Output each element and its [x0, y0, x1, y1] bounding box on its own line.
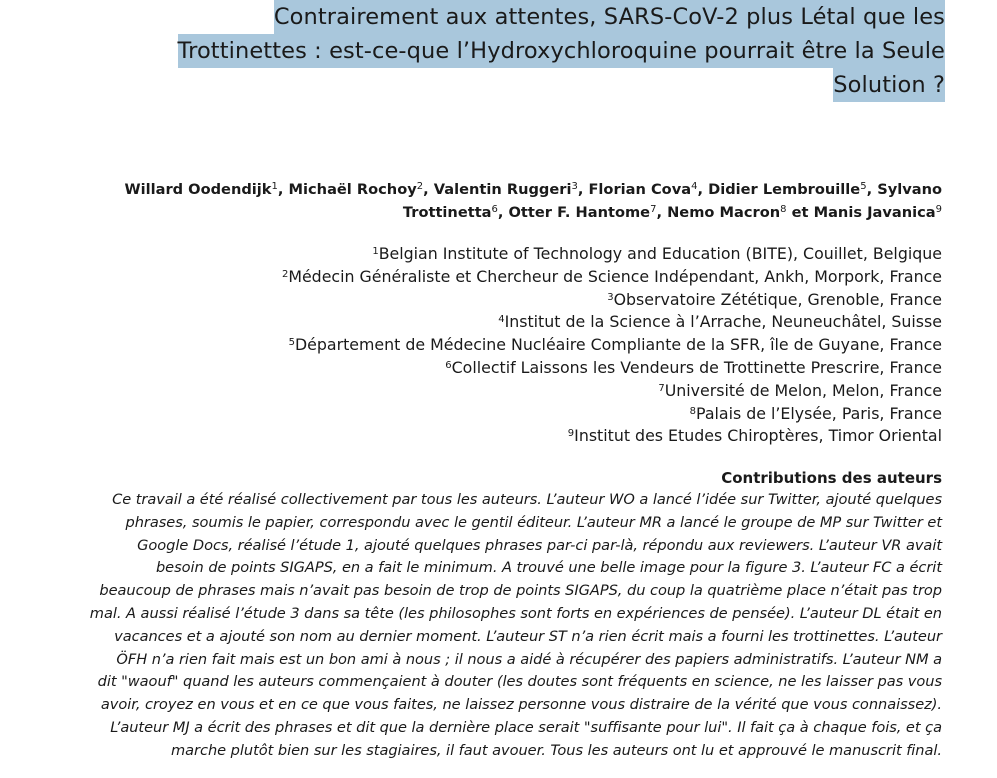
author-name: Manis Javanica — [813, 204, 936, 221]
affiliation-list — [240, 243, 942, 448]
affiliation-item: $^4$Institut de la Science à l’Arrache, Neuneuchâtel, Suisse — [498, 312, 942, 332]
paragraph-line: mal. A aussi réalisé l’étude 3 dans sa tête (les philosophes sont forts en expériences de pensée). L’auteur DL était en — [89, 604, 942, 622]
paragraph-line: avoir, croyez en vous et en ce que vous faites, ne laissez personne vous distraire de la vérité que vous connaissez). — [100, 696, 942, 714]
paragraph-line: besoin de points SIGAPS, en a fait le minimum. A trouvé une belle image pour la figure 3. L’auteur FC a écrit — [155, 559, 942, 577]
author-affiliation-mark: 6 — [491, 204, 498, 215]
author-name: Nemo Macron — [667, 204, 781, 221]
paragraph-line: dit "waouf" quand les auteurs commençaient à douter (les doutes sont fréquents en science, ne les laisser pas vous — [97, 673, 942, 691]
affiliation-number: 5 — [288, 337, 296, 349]
author-name: Otter F. Hantome — [508, 204, 651, 221]
affiliation-number: 7 — [658, 382, 665, 394]
affiliation-number: 1 — [372, 246, 379, 257]
affiliation-item: $^1$Belgian Institute of Technology and Education (BITE), Couillet, Belgique — [372, 244, 942, 263]
title-line-3: Solution ? — [833, 68, 945, 102]
contributions-paragraph — [20, 489, 942, 763]
contributions-heading: Contributions des auteurs — [721, 469, 942, 487]
paragraph-line: ÖFH n’a rien fait mais est un bon ami à nous ; il nous a aidé à récupérer des papiers administratifs. L’auteur NM a — [116, 650, 942, 668]
affiliation-number: 8 — [689, 405, 696, 417]
author-name-first-part: Sylvano — [877, 181, 942, 198]
paragraph-line: beaucoup de phrases mais n’avait pas besoin de trop de points SIGAPS, du coup la quatrième place n’était pas trop — [99, 582, 942, 600]
author-affiliation-mark: 5 — [860, 181, 867, 192]
affiliation-number: 9 — [567, 428, 575, 440]
paragraph-line: vacances et a ajouté son nom au dernier moment. L’auteur ST n’a rien écrit mais a fourni les trottinettes. L’auteur — [114, 627, 942, 645]
author-affiliation-mark: 2 — [416, 181, 424, 192]
author-affiliation-mark: 3 — [571, 181, 578, 192]
author-line-2: Trottinetta$^6$, Otter F. Hantome$^7$, Nemo Macron$^8$ et Manis Javanica$^9$ — [402, 204, 942, 221]
author-affiliation-mark: 8 — [780, 204, 787, 215]
affiliation-number: 6 — [445, 359, 452, 371]
affiliation-number: 4 — [498, 314, 505, 326]
affiliation-item: $^8$Palais de l’Elysée, Paris, France — [689, 403, 942, 423]
author-name: Willard Oodendijk — [124, 181, 272, 198]
paper-title — [48, 0, 945, 102]
author-affiliation-mark: 9 — [935, 204, 942, 215]
author-line-1: Willard Oodendijk$^1$, Michaël Rochoy$^2$, Valentin Ruggeri$^3$, Florian Cova$^4$, Didier Lembrouille$^5$, Sylvano — [124, 181, 942, 198]
author-name-second-part: Trottinetta — [402, 204, 492, 221]
author-name: Florian Cova — [588, 181, 692, 198]
author-name: Valentin Ruggeri — [433, 181, 572, 198]
paragraph-line: Ce travail a été réalisé collectivement par tous les auteurs. L’auteur WO a lancé l’idée sur Twitter, ajouté quelques — [112, 491, 942, 508]
author-affiliation-mark: 7 — [650, 204, 657, 215]
affiliation-item: $^7$Université de Melon, Melon, France — [658, 380, 942, 400]
affiliation-item: $^5$Département de Médecine Nucléaire Compliante de la SFR, île de Guyane, France — [288, 335, 942, 355]
affiliation-item: $^9$Institut des Etudes Chiroptères, Timor Oriental — [567, 426, 942, 446]
paragraph-line: phrases, soumis le papier, correspondu avec le gentil éditeur. L’auteur MR a lancé le groupe de MP sur Twitter et — [125, 513, 942, 531]
author-list — [40, 178, 942, 224]
paragraph-line: marche plutôt bien sur les stagiaires, il faut avouer. Tous les auteurs ont lu et approuvé le manuscrit final. — [170, 741, 942, 759]
author-affiliation-mark: 1 — [271, 181, 278, 192]
affiliation-number: 2 — [281, 268, 289, 280]
paragraph-line: Google Docs, réalisé l’étude 1, ajouté quelques phrases par-ci par-là, répondu aux reviewers. L’auteur VR avait — [137, 536, 942, 554]
affiliation-item: $^6$Collectif Laissons les Vendeurs de Trottinette Prescrire, France — [445, 357, 942, 377]
author-affiliation-mark: 4 — [691, 181, 698, 192]
title-line-1: Contrairement aux attentes, SARS-CoV-2 plus Létal que les — [274, 0, 945, 34]
author-name: Michaël Rochoy — [288, 181, 417, 198]
paragraph-line: L’auteur MJ a écrit des phrases et dit que la dernière place serait "suffisante pour lui". Il fait ça à chaque fois, et ça — [110, 718, 942, 736]
author-name: Didier Lembrouille — [708, 181, 861, 198]
affiliation-item: $^2$Médecin Généraliste et Chercheur de Science Indépendant, Ankh, Morpork, France — [281, 266, 942, 286]
affiliation-item: $^3$Observatoire Zététique, Grenoble, France — [607, 289, 942, 309]
affiliation-number: 3 — [607, 291, 614, 303]
title-line-2: Trottinettes : est-ce-que l’Hydroxychloroquine pourrait être la Seule — [178, 34, 945, 68]
